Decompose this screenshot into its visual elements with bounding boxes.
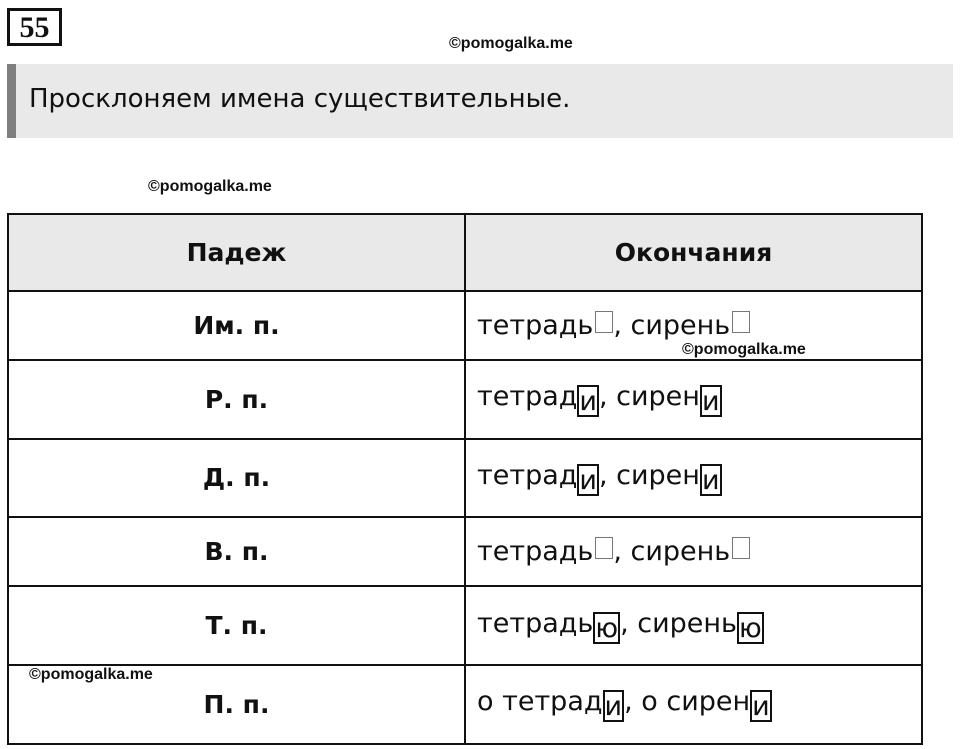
task-number: 55 <box>7 8 62 46</box>
ending-box: и <box>579 386 597 418</box>
word-separator: , <box>624 686 642 718</box>
word-stem: сирен <box>616 381 700 413</box>
header-endings: Окончания <box>465 214 922 291</box>
word-stem: тетрадь <box>477 536 594 568</box>
word-separator: , <box>613 536 631 568</box>
table-row <box>8 439 922 518</box>
word-prefix: о <box>477 686 503 718</box>
ending-box: и <box>701 386 720 418</box>
table-row <box>8 517 922 586</box>
case-cell: Им. п. <box>8 291 465 360</box>
word-prefix: о <box>641 686 667 718</box>
watermark: ©pomogalka.me <box>29 666 153 683</box>
watermark: ©pomogalka.me <box>148 178 272 195</box>
word-stem: сирен <box>666 686 751 718</box>
word-separator: , <box>598 381 617 413</box>
endings-cell <box>465 517 922 586</box>
word-stem: сирен <box>616 459 700 491</box>
watermark: ©pomogalka.me <box>682 341 806 358</box>
endings-cell <box>465 665 922 744</box>
word-separator: , <box>613 309 631 341</box>
ending-box: ю <box>595 612 619 644</box>
table-header-row <box>8 214 922 291</box>
ending-box: и <box>701 464 720 496</box>
ending-box: и <box>604 691 623 723</box>
case-cell: В. п. <box>8 517 465 586</box>
ending-box: ю <box>738 612 762 644</box>
ending-box: и <box>752 691 770 723</box>
ending-box <box>595 537 613 559</box>
word-stem: тетрадь <box>477 607 594 639</box>
instruction-box <box>7 64 953 138</box>
endings-cell <box>465 360 922 439</box>
watermark: ©pomogalka.me <box>449 35 573 52</box>
ending-box <box>595 311 613 333</box>
word-separator: , <box>620 607 638 639</box>
word-stem: сирень <box>630 536 731 568</box>
word-separator: , <box>598 459 617 491</box>
ending-box: и <box>579 464 597 496</box>
case-cell: Д. п. <box>8 439 465 518</box>
case-cell: Т. п. <box>8 586 465 665</box>
ending-box <box>732 537 750 559</box>
ending-box <box>732 311 750 333</box>
endings-cell <box>465 439 922 518</box>
word-stem: тетрад <box>477 381 578 413</box>
endings-cell <box>465 586 922 665</box>
word-stem: сирень <box>630 309 731 341</box>
case-cell: Р. п. <box>8 360 465 439</box>
header-case: Падеж <box>8 214 465 291</box>
word-stem: тетрад <box>502 686 603 718</box>
table-row <box>8 586 922 665</box>
table-row <box>8 360 922 439</box>
word-stem: сирень <box>637 607 737 639</box>
instruction-text: Просклоняем имена существительные. <box>29 84 571 114</box>
case-cell: П. п. <box>8 665 465 744</box>
word-stem: тетрад <box>477 459 578 491</box>
word-stem: тетрадь <box>477 309 594 341</box>
